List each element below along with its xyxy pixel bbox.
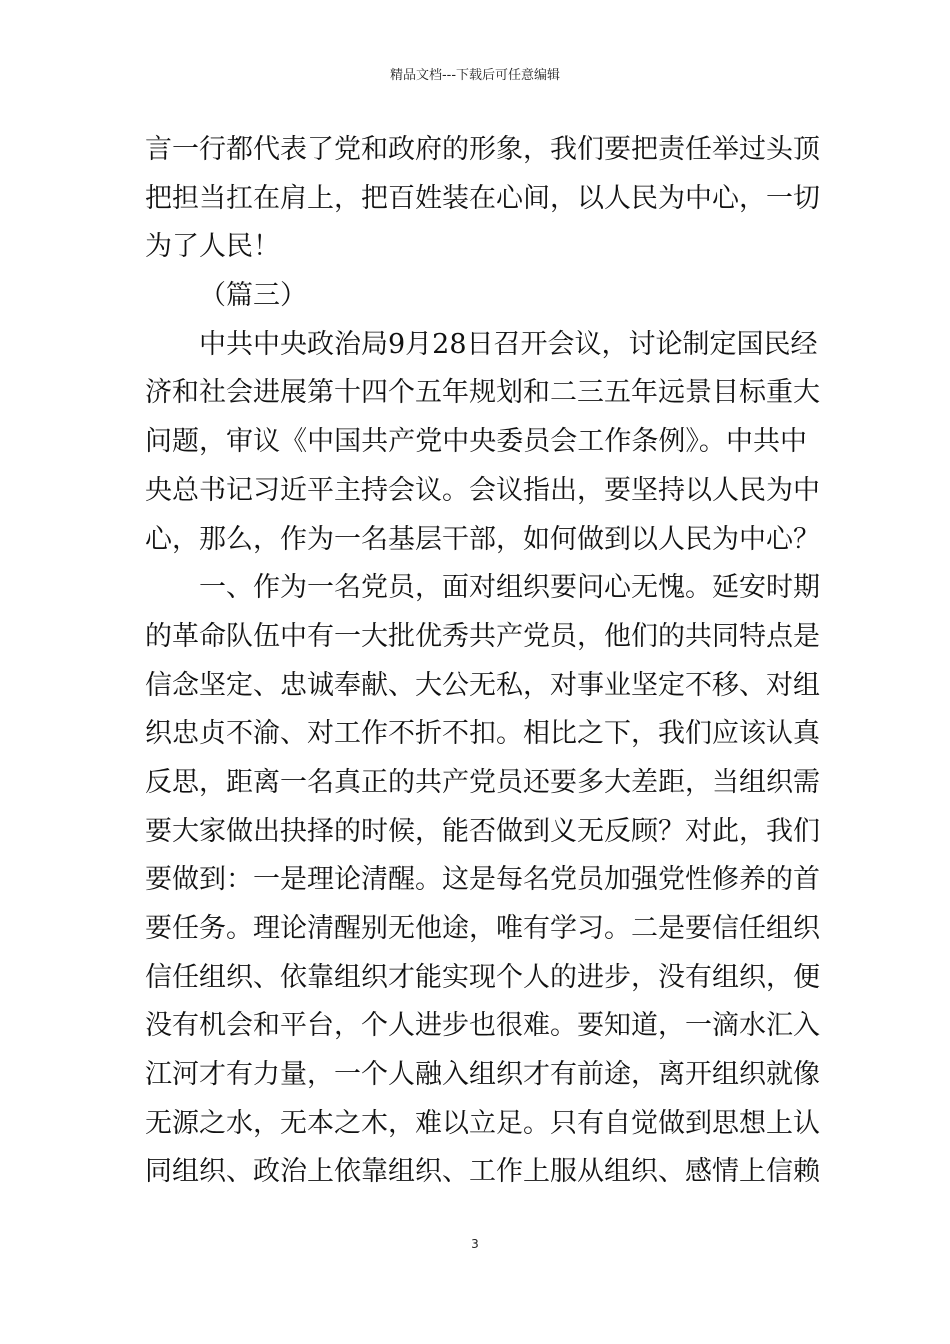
text-line: 反思，距离一名真正的共产党员还要多大差距，当组织需 [145, 766, 820, 798]
text-line: 同组织、政治上依靠组织、工作上服从组织、感情上信赖 [145, 1156, 820, 1188]
text-line: 言一行都代表了党和政府的形象，我们要把责任举过头顶 [145, 134, 820, 165]
text-line: 的革命队伍中有一大批优秀共产党员，他们的共同特点是 [145, 620, 820, 652]
text-line: 央总书记习近平主持会议。会议指出，要坚持以人民为中 [145, 474, 820, 506]
text-line: 问题，审议《中国共产党中央委员会工作条例》。中共中 [145, 426, 807, 458]
text-line: 要任务。理论清醒别无他途，唯有学习。二是要信任组织 [145, 913, 820, 944]
text-line: 中共中央政治局9月28日召开会议，讨论制定国民经 [199, 328, 818, 360]
text-line: 要大家做出抉择的时候，能否做到义无反顾？对此，我们 [145, 815, 820, 847]
text-line: 一、作为一名党员，面对组织要问心无愧。延安时期 [199, 572, 820, 604]
text-line: 心，那么，作为一名基层干部，如何做到以人民为中心？ [145, 523, 820, 555]
body-text [145, 126, 820, 1197]
text-line: 没有机会和平台，个人进步也很难。要知道，一滴水汇入 [145, 1010, 820, 1042]
text-line: 织忠贞不渝、对工作不折不扣。相比之下，我们应该认真 [145, 718, 820, 750]
text-line: 把担当扛在肩上，把百姓装在心间，以人民为中心，一切 [145, 182, 820, 214]
page-number: 3 [471, 1237, 479, 1251]
section-heading: （篇三） [199, 280, 307, 312]
text-line: 济和社会进展第十四个五年规划和二三五年远景目标重大 [145, 377, 820, 409]
text-line: 为了人民！ [145, 231, 280, 263]
text-line: 信任组织、依靠组织才能实现个人的进步，没有组织，便 [145, 961, 820, 993]
text-line: 要做到：一是理论清醒。这是每名党员加强党性修养的首 [145, 864, 820, 896]
page-header: 精品文档---下载后可任意编辑 [389, 68, 561, 83]
text-line: 江河才有力量，一个人融入组织才有前途，离开组织就像 [145, 1059, 820, 1091]
text-line: 信念坚定、忠诚奉献、大公无私，对事业坚定不移、对组 [145, 669, 820, 701]
text-line: 无源之水，无本之木，难以立足。只有自觉做到思想上认 [145, 1107, 820, 1139]
